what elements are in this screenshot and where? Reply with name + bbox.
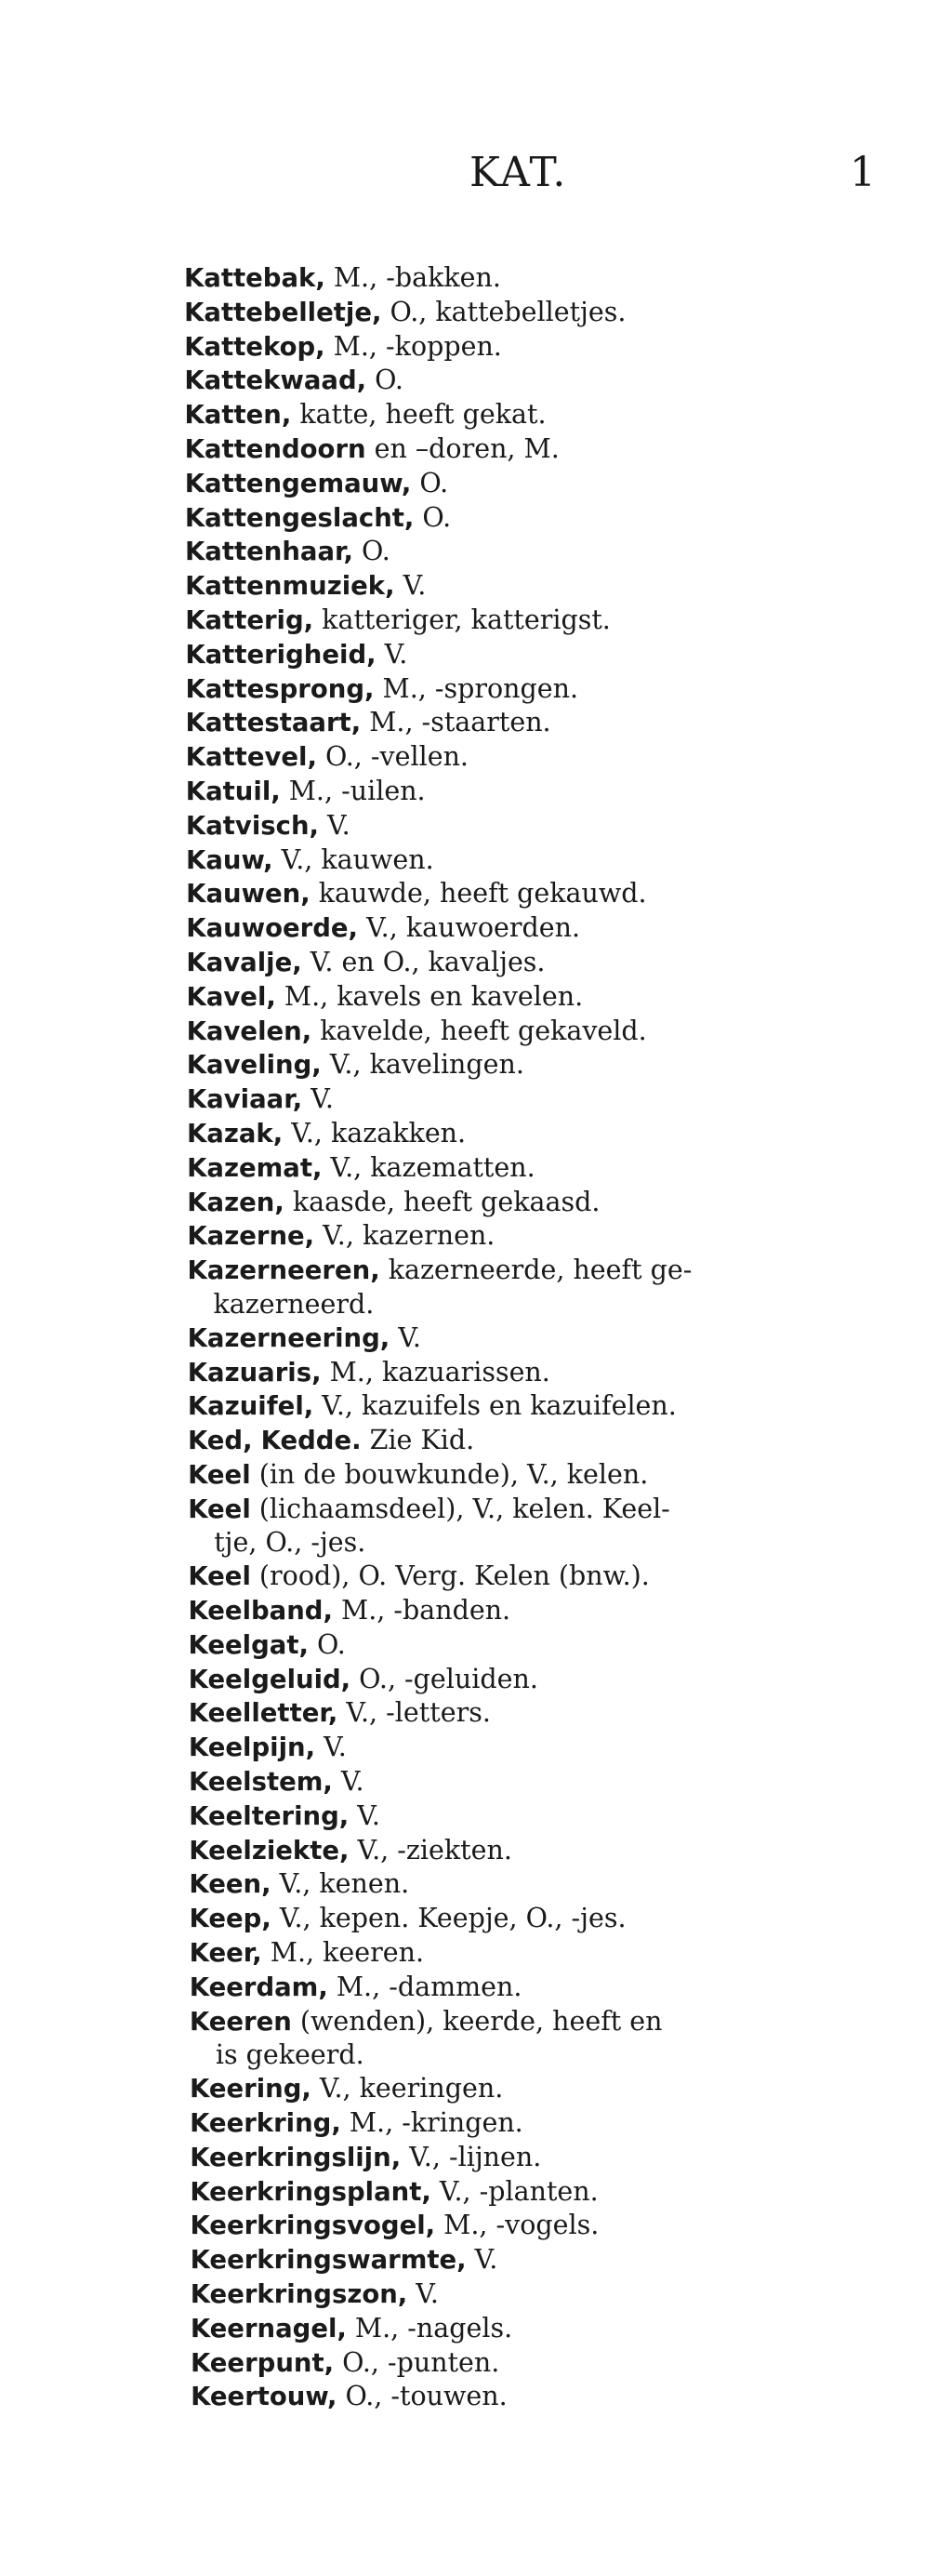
dictionary-entry: [190, 1936, 872, 1971]
dictionary-entry: [190, 1971, 872, 2005]
headword: Keelstem,: [189, 1767, 333, 1798]
entry-text: (lichaamsdeel), V., kelen. Keel-: [250, 1493, 670, 1524]
entry-text: M., -banden.: [332, 1595, 511, 1627]
headword: Keernagel,: [190, 2313, 347, 2344]
dictionary-entry: [185, 432, 872, 467]
entry-text: V.: [394, 570, 427, 602]
dictionary-entry: [190, 2209, 872, 2243]
headword: Keel: [188, 1494, 251, 1524]
entry-text: O., -touwen.: [337, 2381, 508, 2412]
dictionary-entry: [184, 296, 872, 330]
entry-text: V.: [407, 2278, 439, 2310]
entry-text: M., -uilen.: [280, 775, 426, 806]
headword: Keelband,: [188, 1596, 333, 1627]
entry-text: M., -bakken.: [324, 262, 501, 293]
headword: Keep,: [189, 1904, 271, 1934]
dictionary-entry: [190, 1902, 872, 1936]
headword: Kattekop,: [184, 331, 325, 362]
headword: Kavelen,: [186, 1016, 312, 1046]
dictionary-entry: [187, 1117, 872, 1151]
entry-text: O.: [353, 536, 390, 567]
entry-text: V., kauwoerden.: [358, 912, 581, 944]
entry-continuation: tje, O., -jes.: [214, 1527, 366, 1559]
headword: Katten,: [184, 400, 292, 431]
dictionary-entry: [185, 604, 872, 638]
headword: Kedde.: [260, 1426, 362, 1456]
entry-text: V., kazuifels en kazuifelen.: [313, 1390, 677, 1422]
entry-text: (rood), O. Verg. Kelen (bnw.).: [250, 1560, 650, 1592]
dictionary-entry: [189, 1696, 872, 1731]
entry-text: kavelde, heeft gekaveld.: [311, 1015, 647, 1046]
entry-text: V., -letters.: [337, 1697, 491, 1729]
dictionary-entry: [186, 809, 872, 843]
headword: Kazuaris,: [187, 1357, 322, 1388]
headword: Kattendoorn: [184, 433, 366, 464]
headword: Keel: [188, 1561, 251, 1592]
dictionary-entry: [188, 1321, 872, 1356]
dictionary-entry: [188, 1594, 872, 1628]
entry-text: katteriger, katterigst.: [313, 604, 611, 635]
dictionary-entry: [188, 1458, 872, 1493]
dictionary-entry: [189, 1663, 872, 1697]
entry-text: O.: [366, 365, 403, 396]
entry-text: M., -nagels.: [346, 2312, 513, 2344]
headword: Keerkringslijn,: [190, 2142, 402, 2172]
headword: Katterig,: [185, 604, 314, 635]
dictionary-entry: [191, 2312, 872, 2346]
dictionary-entry: [186, 775, 872, 809]
dictionary-entry: [188, 1356, 872, 1390]
entry-continuation: kazerneerd.: [213, 1288, 375, 1320]
headword: Keerkringsvogel,: [190, 2211, 436, 2241]
entry-text: V.: [466, 2244, 498, 2276]
entry-text: V.: [302, 1083, 334, 1115]
dictionary-entry: [189, 1628, 872, 1663]
entry-text: V., -planten.: [430, 2175, 599, 2207]
dictionary-entry: [186, 740, 872, 775]
headword: Kattengemauw,: [184, 468, 412, 498]
headword: Kattengeslacht,: [184, 502, 415, 533]
entry-text: M., kavels en kavelen.: [275, 980, 584, 1012]
dictionary-entry: [187, 1219, 872, 1254]
headword: Keering,: [190, 2074, 311, 2105]
headword: Kazerneeren,: [187, 1255, 380, 1286]
entry-text: M., -sprongen.: [374, 672, 579, 704]
headword: Kauwen,: [186, 879, 310, 910]
headword: Kazerne,: [187, 1221, 315, 1252]
headword: Keelgeluid,: [188, 1664, 351, 1694]
entry-text: V., -lijnen.: [401, 2141, 542, 2172]
headword: Kattevel,: [185, 742, 317, 773]
headword: Kavel,: [186, 981, 276, 1012]
headword: Kattebak,: [184, 263, 325, 293]
dictionary-entry: [188, 1493, 872, 1560]
dictionary-entry: [184, 330, 872, 365]
entry-text: V.: [376, 638, 408, 670]
dictionary-entry: [188, 1424, 872, 1458]
headword: Keerkring,: [190, 2108, 341, 2139]
entry-text: V., kenen.: [271, 1868, 410, 1900]
dictionary-entries: [184, 261, 872, 2414]
running-head: KAT.: [469, 149, 568, 196]
dictionary-entry: [187, 1186, 872, 1220]
dictionary-entry: [186, 911, 872, 946]
dictionary-entry: [190, 2106, 872, 2141]
entry-text: O.: [308, 1628, 346, 1660]
entry-text: V., keeringen.: [310, 2073, 504, 2105]
entry-text: V. en O., kavaljes.: [301, 946, 546, 977]
dictionary-entry: [184, 398, 872, 432]
headword: Kattenhaar,: [184, 537, 353, 567]
dictionary-entry: [185, 535, 872, 569]
headword: Kavalje,: [186, 947, 302, 977]
dictionary-entry: [190, 2141, 872, 2175]
entry-text: M., -vogels.: [435, 2210, 600, 2241]
dictionary-entry: [191, 2243, 872, 2277]
entry-text: O.: [414, 501, 452, 533]
entry-text: O., -geluiden.: [350, 1663, 538, 1694]
headword: Keel: [188, 1459, 251, 1490]
dictionary-entry: [189, 1799, 872, 1834]
dictionary-entry: [191, 2346, 872, 2381]
dictionary-entry: [186, 706, 872, 740]
dictionary-entry: [188, 1389, 872, 1424]
entry-text: kaasde, heeft gekaasd.: [284, 1186, 601, 1217]
dictionary-entry: [185, 672, 872, 707]
dictionary-entry: [186, 946, 872, 980]
entry-text: katte, heeft gekat.: [291, 399, 547, 431]
headword: Kattekwaad,: [184, 365, 367, 396]
entry-text: M., -kringen.: [340, 2107, 523, 2139]
entry-text: M., -dammen.: [327, 1971, 522, 2002]
dictionary-entry: [185, 467, 872, 501]
entry-text: kauwde, heeft gekauwd.: [310, 878, 647, 910]
entry-text: M., kazuarissen.: [321, 1356, 550, 1388]
headword: Kazuifel,: [187, 1391, 314, 1422]
headword: Kaveling,: [186, 1050, 322, 1081]
entry-text: V.: [315, 1732, 347, 1763]
headword: Kattesprong,: [185, 673, 375, 704]
headword: Kaviaar,: [186, 1084, 303, 1115]
headword: Kattenmuziek,: [185, 571, 395, 602]
headword: Katvisch,: [185, 810, 319, 841]
headword: Keeren: [189, 2006, 292, 2037]
dictionary-entry: [189, 1867, 872, 1902]
entry-continuation: is gekeerd.: [215, 2039, 364, 2071]
headword: Kattestaart,: [185, 708, 362, 738]
headword: Keertouw,: [191, 2382, 337, 2412]
entry-text: O., kattebelletjes.: [381, 296, 627, 327]
entry-text: O., -vellen.: [316, 741, 469, 773]
dictionary-entry: [187, 980, 872, 1015]
page-number: 1: [850, 149, 876, 196]
entry-text: en –doren, M.: [365, 432, 560, 464]
headword: Keerdam,: [189, 1972, 328, 2002]
headword: Katuil,: [185, 776, 281, 806]
dictionary-entry: [184, 261, 872, 296]
dictionary-entry: [190, 2175, 872, 2210]
headword: Katterigheid,: [185, 639, 377, 670]
entry-text: M., -koppen.: [324, 330, 502, 362]
entry-text: (wenden), keerde, heeft en: [291, 2005, 663, 2037]
entry-text: kazerneerde, heeft ge-: [379, 1255, 693, 1286]
entry-text: O.: [411, 467, 449, 498]
headword: Ked,: [187, 1426, 253, 1456]
entry-text: Zie Kid.: [361, 1425, 475, 1456]
entry-text: V.: [318, 809, 350, 841]
headword: Keerpunt,: [190, 2347, 335, 2378]
headword: Keelgat,: [188, 1629, 309, 1660]
headword: Keer,: [189, 1938, 262, 1969]
headword: Kattebelletje,: [184, 297, 382, 327]
headword: Keen,: [189, 1869, 271, 1900]
dictionary-entry: [190, 2005, 872, 2073]
headword: Kauwoerde,: [186, 913, 359, 944]
page-header: [0, 149, 938, 205]
headword: Kauw,: [186, 844, 273, 875]
entry-text: V., kepen. Keepje, O., -jes.: [271, 1903, 627, 1934]
dictionary-entry: [191, 2277, 872, 2312]
entry-text: M., keeren.: [261, 1937, 425, 1969]
dictionary-entry: [189, 1731, 872, 1765]
entry-text: V., kazakken.: [283, 1117, 467, 1149]
entry-text: V., kauwen.: [272, 843, 434, 875]
dictionary-entry: [189, 1834, 872, 1868]
dictionary-entry: [187, 1048, 872, 1082]
headword: Kazemat,: [187, 1152, 323, 1183]
dictionary-entry: [185, 501, 872, 536]
headword: Keerkringszon,: [190, 2279, 408, 2310]
dictionary-entry: [187, 1254, 872, 1321]
headword: Keerkringsplant,: [190, 2176, 431, 2207]
entry-text: V., kazematten.: [322, 1151, 535, 1183]
dictionary-entry: [188, 1560, 872, 1594]
dictionary-entry: [187, 1015, 872, 1049]
entry-text: (in de bouwkunde), V., kelen.: [250, 1458, 649, 1490]
entry-text: O., -punten.: [334, 2346, 500, 2378]
headword: Keeltering,: [189, 1800, 350, 1831]
headword: Kazak,: [187, 1118, 284, 1149]
headword: Kazen,: [187, 1187, 284, 1217]
entry-text: V., -ziekten.: [349, 1834, 512, 1866]
entry-text: V.: [332, 1766, 364, 1798]
headword: Keelpijn,: [188, 1733, 316, 1763]
entry-text: V.: [349, 1799, 380, 1831]
entry-text: V., kavelingen.: [321, 1049, 524, 1081]
headword: Keelletter,: [188, 1698, 338, 1729]
dictionary-entry: [187, 1082, 872, 1117]
dictionary-entry: [185, 569, 872, 604]
dictionary-entry: [185, 638, 872, 672]
headword: Keerkringswarmte,: [190, 2245, 467, 2276]
dictionary-entry: [190, 2072, 872, 2106]
dictionary-entry: [189, 1765, 872, 1799]
entry-text: V., kazernen.: [314, 1220, 495, 1252]
headword: Keelziekte,: [189, 1835, 350, 1866]
headword: Kazerneering,: [187, 1322, 390, 1353]
dictionary-entry: [191, 2380, 872, 2414]
dictionary-entry: [187, 1151, 872, 1186]
dictionary-entry: [184, 364, 872, 398]
entry-text: M., -staarten.: [361, 707, 551, 738]
dictionary-entry: [186, 877, 872, 911]
entry-text: V.: [390, 1321, 421, 1353]
dictionary-entry: [186, 843, 872, 878]
